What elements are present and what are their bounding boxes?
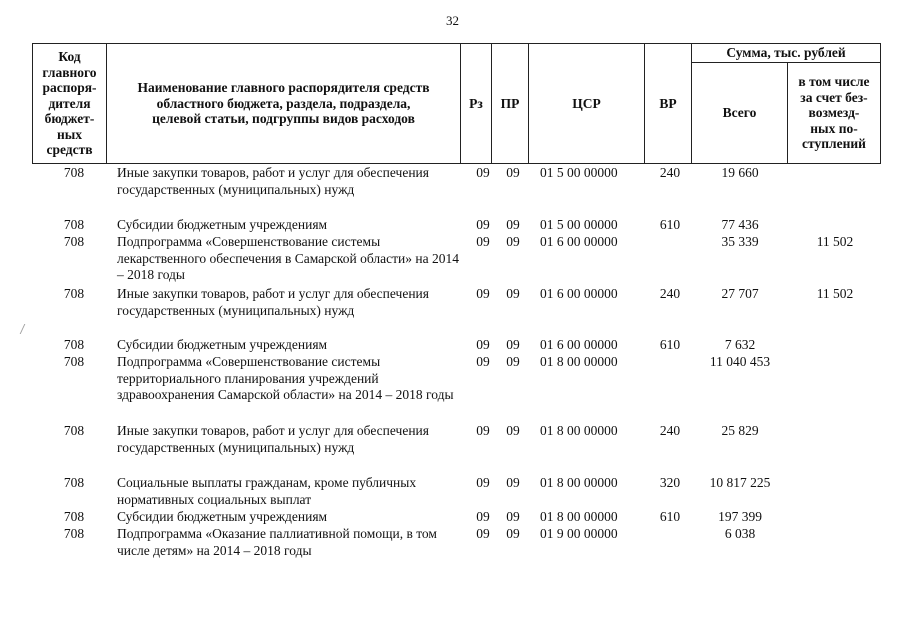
- cell-code: 708: [63, 217, 85, 232]
- header-csr: ЦСР: [528, 43, 645, 164]
- cell-code: 708: [63, 354, 85, 369]
- cell-code: 708: [63, 423, 85, 438]
- cell-name: Иные закупки товаров, работ и услуг для обеспечения государственных (муниципальных) нужд: [117, 286, 429, 318]
- header-pr: ПР: [491, 43, 529, 164]
- cell-name: Подпрограмма «Совершенствование системы лекарственного обеспечения в Самарской области» на 2014 – 2018 годы: [117, 234, 459, 283]
- cell-total: 77 436: [721, 217, 759, 232]
- cell-pr: 09: [506, 354, 520, 369]
- cell-csr: 01 6 00 00000: [540, 337, 618, 352]
- cell-pr: 09: [506, 475, 520, 490]
- cell-name: Субсидии бюджетным учреждениям: [117, 217, 328, 232]
- header-total: Всего: [691, 62, 788, 164]
- cell-pr: 09: [506, 526, 520, 541]
- cell-name: Социальные выплаты гражданам, кроме публичных нормативных социальных выплат: [117, 475, 417, 507]
- cell-csr: 01 5 00 00000: [540, 165, 618, 180]
- cell-rz: 09: [476, 234, 490, 249]
- cell-vr: 610: [659, 509, 681, 524]
- cell-pr: 09: [506, 509, 520, 524]
- cell-rz: 09: [476, 509, 490, 524]
- cell-rz: 09: [476, 475, 490, 490]
- cell-csr: 01 5 00 00000: [540, 217, 618, 232]
- cell-rz: 09: [476, 217, 490, 232]
- scan-margin-mark: [20, 324, 32, 334]
- cell-csr: 01 8 00 00000: [540, 423, 618, 438]
- cell-pr: 09: [506, 165, 520, 180]
- cell-csr: 01 8 00 00000: [540, 509, 618, 524]
- cell-total: 27 707: [721, 286, 759, 301]
- cell-code: 708: [63, 286, 85, 301]
- cell-total: 7 632: [724, 337, 756, 352]
- cell-name: Иные закупки товаров, работ и услуг для обеспечения государственных (муниципальных) нужд: [117, 165, 429, 197]
- cell-name: Субсидии бюджетным учреждениям: [117, 509, 328, 524]
- header-grant: в том числе за счет без- возмезд- ных по- ступлений: [787, 62, 881, 164]
- cell-pr: 09: [506, 337, 520, 352]
- cell-pr: 09: [506, 286, 520, 301]
- cell-vr: 320: [659, 475, 681, 490]
- cell-pr: 09: [506, 217, 520, 232]
- header-rz: Рз: [460, 43, 492, 164]
- cell-name: Иные закупки товаров, работ и услуг для обеспечения государственных (муниципальных) нужд: [117, 423, 429, 455]
- cell-csr: 01 8 00 00000: [540, 475, 618, 490]
- cell-rz: 09: [476, 354, 490, 369]
- cell-total: 19 660: [721, 165, 759, 180]
- cell-total: 6 038: [724, 526, 756, 541]
- cell-code: 708: [63, 526, 85, 541]
- cell-csr: 01 8 00 00000: [540, 354, 618, 369]
- cell-name: Подпрограмма «Оказание паллиативной помощи, в том числе детям» на 2014 – 2018 годы: [117, 526, 437, 558]
- header-sum: Сумма, тыс. рублей: [691, 43, 881, 63]
- header-name: Наименование главного распорядителя средств областного бюджета, раздела, подраздела, целевой статьи, подгруппы видов расходов: [106, 43, 461, 164]
- cell-vr: 240: [659, 286, 681, 301]
- cell-pr: 09: [506, 423, 520, 438]
- cell-csr: 01 6 00 00000: [540, 234, 618, 249]
- cell-total: 197 399: [718, 509, 762, 524]
- cell-code: 708: [63, 234, 85, 249]
- cell-name: Подпрограмма «Совершенствование системы территориального планирования учреждений здравоохранения Самарской области» на 2014 – 2018 годы: [117, 354, 454, 403]
- cell-code: 708: [63, 165, 85, 180]
- cell-vr: 240: [659, 423, 681, 438]
- cell-total: 10 817 225: [709, 475, 771, 490]
- cell-name: Субсидии бюджетным учреждениям: [117, 337, 328, 352]
- cell-total: 25 829: [721, 423, 759, 438]
- cell-rz: 09: [476, 423, 490, 438]
- cell-grant: 11 502: [816, 234, 854, 249]
- cell-total: 11 040 453: [709, 354, 771, 369]
- cell-pr: 09: [506, 234, 520, 249]
- header-vr: ВР: [644, 43, 692, 164]
- cell-csr: 01 6 00 00000: [540, 286, 618, 301]
- cell-rz: 09: [476, 337, 490, 352]
- cell-grant: 11 502: [816, 286, 854, 301]
- cell-total: 35 339: [721, 234, 759, 249]
- cell-csr: 01 9 00 00000: [540, 526, 618, 541]
- cell-code: 708: [63, 337, 85, 352]
- cell-vr: 610: [659, 337, 681, 352]
- cell-rz: 09: [476, 286, 490, 301]
- header-code: Код главного распоря- дителя бюджет- ных средств: [32, 43, 107, 164]
- cell-rz: 09: [476, 165, 490, 180]
- cell-rz: 09: [476, 526, 490, 541]
- cell-code: 708: [63, 475, 85, 490]
- page-number: 32: [446, 13, 459, 28]
- cell-vr: 610: [659, 217, 681, 232]
- cell-vr: 240: [659, 165, 681, 180]
- cell-code: 708: [63, 509, 85, 524]
